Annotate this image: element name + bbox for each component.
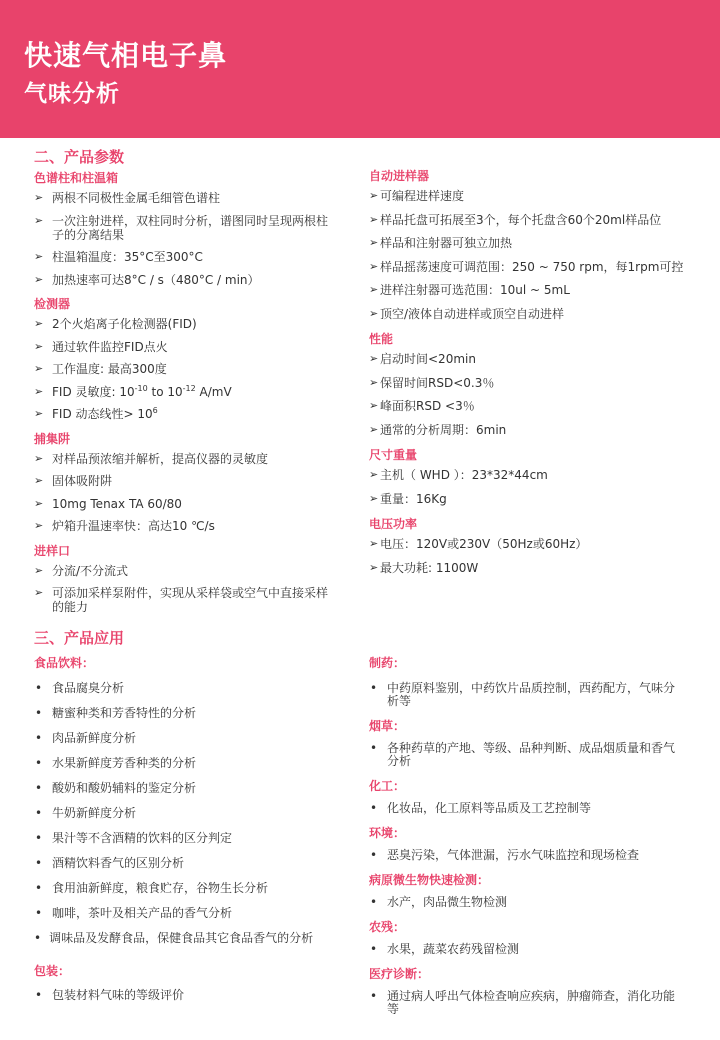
list-item: ➢ 电压：120V或230V（50Hz或60Hz） xyxy=(369,537,588,551)
params-right-column xyxy=(369,166,689,584)
list-item: • 调味品及发酵食品，保健食品其它食品香气的分析 xyxy=(34,931,314,945)
sub-heading: 自动进样器 xyxy=(369,169,430,183)
page-title: 快速气相电子鼻 xyxy=(24,39,228,72)
sub-heading: 性能 xyxy=(369,332,394,346)
sub-heading: 尺寸重量 xyxy=(369,448,418,462)
params-left-column xyxy=(34,146,329,623)
list-item: • 酸奶和酸奶辅料的鉴定分析 xyxy=(35,781,197,795)
sub-heading: 包装： xyxy=(34,964,71,978)
list-item: • 化妆品，化工原料等品质及工艺控制等 xyxy=(370,801,592,815)
list-item: ➢ 两根不同极性金属毛细管色谱柱 xyxy=(34,191,221,205)
list-item: • 果汁等不含酒精的饮料的区分判定 xyxy=(35,831,233,845)
sub-heading: 农残： xyxy=(369,920,406,934)
list-item: • 咖啡，茶叶及相关产品的香气分析 xyxy=(35,906,233,920)
list-item: ➢ 样品托盘可拓展至3个，每个托盘含60个20ml样品位 xyxy=(369,212,662,227)
list-item: ➢ 2个火焰离子化检测器(FID) xyxy=(34,317,197,331)
sub-heading: 检测器 xyxy=(34,297,71,311)
list-item: • 包装材料气味的等级评价 xyxy=(35,988,185,1002)
sub-heading: 病原微生物快速检测： xyxy=(369,873,490,887)
list-item: • 通过病人呼出气体检查响应疾病，肿瘤筛查，消化功能等 xyxy=(370,989,676,1016)
list-item: • 各种药草的产地、等级、品种判断、成品烟质量和香气分析 xyxy=(370,741,676,768)
sub-heading: 化工： xyxy=(369,779,406,793)
list-item: ➢ 工作温度: 最高300度 xyxy=(34,362,167,376)
sub-heading: 环境： xyxy=(369,826,406,840)
list-item: • 食品腐臭分析 xyxy=(35,681,125,695)
sub-heading: 制药： xyxy=(369,656,406,670)
sub-heading: 进样口 xyxy=(34,543,71,558)
header-banner xyxy=(0,0,720,138)
list-item: ➢ 加热速率可达8°C / s（480°C / min） xyxy=(34,272,260,287)
list-item: ➢ 分流/不分流式 xyxy=(34,563,129,578)
apps-right-column xyxy=(369,655,684,1028)
sub-heading: 烟草： xyxy=(369,719,406,733)
list-item: ➢ 对样品预浓缩并解析，提高仪器的灵敏度 xyxy=(34,451,269,466)
list-item: • 水产，肉品微生物检测 xyxy=(370,895,508,909)
sub-heading: 捕集阱 xyxy=(34,431,71,446)
list-item: ➢ 10mg Tenax TA 60/80 xyxy=(34,496,182,511)
list-item: ➢ 峰面积RSD <3％ xyxy=(369,399,475,413)
sub-heading: 食品饮料： xyxy=(34,656,95,670)
list-item: • 水果新鲜度芳香种类的分析 xyxy=(35,756,197,770)
list-item: ➢ 样品和注射器可独立加热 xyxy=(369,236,513,250)
list-item: ➢ 固体吸附阱 xyxy=(34,474,113,488)
list-item: ➢ 启动时间<20min xyxy=(369,352,476,366)
list-item: ➢ 通常的分析周期：6min xyxy=(369,422,507,437)
list-item: ➢ 炉箱升温速率快：高达10 ℃/s xyxy=(34,519,215,533)
list-item: • 食用油新鲜度，粮食贮存，谷物生长分析 xyxy=(35,881,269,895)
list-item: • 水果，蔬菜农药残留检测 xyxy=(370,942,520,956)
page-subtitle: 气味分析 xyxy=(24,81,120,107)
list-item: • 恶臭污染，气体泄漏，污水气味监控和现场检查 xyxy=(370,848,640,862)
list-item: • 肉品新鲜度分析 xyxy=(35,731,137,745)
list-item: ➢ 一次注射进样，双柱同时分析，谱图同时呈现两根柱子的分离结果 xyxy=(34,213,329,242)
list-item: ➢ 进样注射器可选范围：10ul ~ 5mL xyxy=(369,283,570,297)
sub-heading: 电压功率 xyxy=(369,517,418,531)
list-item: • 牛奶新鲜度分析 xyxy=(35,806,137,820)
list-item: • 酒精饮料香气的区别分析 xyxy=(35,856,185,870)
list-item: • 中药原料鉴别，中药饮片品质控制，西药配方，气味分析等 xyxy=(370,681,676,708)
list-item: ➢ 最大功耗: 1100W xyxy=(369,560,479,575)
list-item: ➢ 保留时间RSD<0.3％ xyxy=(369,375,495,390)
sub-heading: 医疗诊断： xyxy=(369,967,430,981)
list-item: ➢ 样品摇荡速度可调范围：250 ~ 750 rpm，每1rpm可控 xyxy=(369,259,684,274)
list-item: ➢ 主机（ WHD ）：23*32*44cm xyxy=(369,468,548,482)
sub-heading: 色谱柱和柱温箱 xyxy=(34,171,119,185)
list-item: ➢ 柱温箱温度：35°C至300°C xyxy=(34,250,203,264)
list-item: ➢ 顶空/液体自动进样或顶空自动进样 xyxy=(369,306,565,321)
list-item: ➢ 可编程进样速度 xyxy=(369,189,465,203)
fid-sensitivity: ➢ FID 灵敏度: $10^{-10}$ to $10^{-12}$ A/mV xyxy=(34,383,232,399)
apps-left-column xyxy=(34,627,334,1014)
list-item: ➢ 重量：16Kg xyxy=(369,491,447,506)
list-item: • 糖蜜种类和芳香特性的分析 xyxy=(35,706,197,720)
apps-section-title: 三、产品应用 xyxy=(34,629,125,647)
list-item: ➢ 可添加采样泵附件，实现从采样袋或空气中直接采样的能力 xyxy=(34,586,329,614)
params-section-title: 二、产品参数 xyxy=(34,148,125,166)
list-item: ➢ 通过软件监控FID点火 xyxy=(34,339,168,354)
fid-range: ➢ FID 动态线性> $10^6$ xyxy=(34,406,158,421)
